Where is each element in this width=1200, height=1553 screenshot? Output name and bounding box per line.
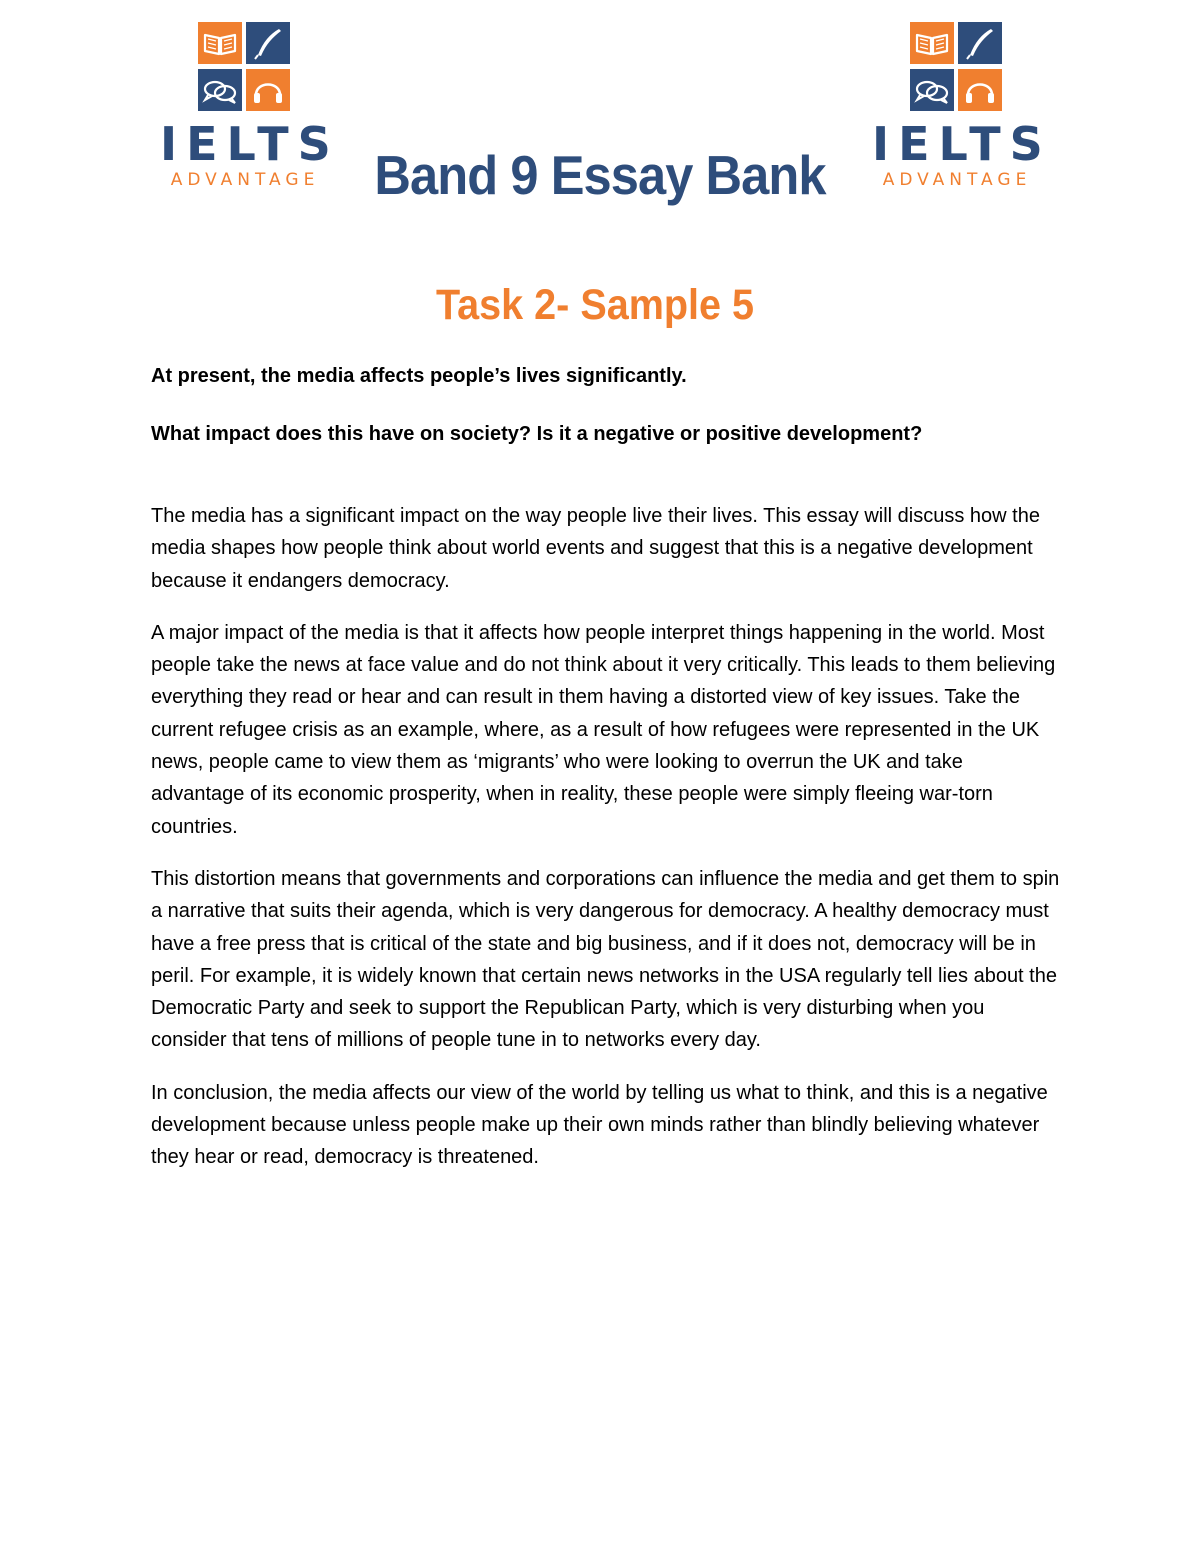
- essay-paragraph-intro: The media has a significant impact on the way people live their lives. This essay will discuss how the media shapes how people think about world events and suggest that this is a negative development because it endangers democracy.: [151, 505, 1040, 592]
- essay-paragraph-conclusion: In conclusion, the media affects our view of the world by telling us what to think, and this is a negative development because unless people make up their own minds rather than blindly believing whatever they hear or read, democracy is threatened.: [151, 1081, 1048, 1169]
- headphones-icon: [958, 69, 1002, 111]
- page-title: Band 9 Essay Bank: [374, 144, 826, 206]
- logo-subtitle: ADVANTAGE: [882, 170, 1032, 190]
- speech-bubbles-icon: [198, 69, 242, 111]
- ielts-advantage-logo-left: [160, 22, 340, 192]
- headphones-icon: [246, 69, 290, 111]
- speech-bubbles-icon: [910, 69, 954, 111]
- logo-icon-grid: [198, 22, 290, 114]
- task-title: Task 2- Sample 5: [435, 281, 755, 329]
- pen-icon: [246, 22, 290, 64]
- essay-content: [151, 362, 1061, 1194]
- prompt-question: What impact does this have on society? Is it a negative or positive development?: [151, 423, 923, 445]
- logo-wordmark: IELTS: [160, 117, 340, 171]
- pen-icon: [958, 22, 1002, 64]
- logo-subtitle: ADVANTAGE: [170, 170, 320, 190]
- essay-paragraph-body-2: This distortion means that governments and corporations can influence the media and get them to spin a narrative that suits their agenda, which is very dangerous for democracy. A healthy democracy must have a free press that is critical of the state and big business, and if it does not, democracy will be in peril. For example, it is widely known that certain news networks in the USA regularly tell lies about the Democratic Party and seek to support the Republican Party, which is very disturbing when you consider that tens of millions of people tune in to networks every day.: [151, 867, 1060, 1052]
- prompt-statement: At present, the media affects people’s lives significantly.: [151, 365, 687, 387]
- ielts-advantage-logo-right: [872, 22, 1052, 192]
- book-icon: [198, 22, 242, 64]
- logo-icon-grid: [910, 22, 1002, 114]
- book-icon: [910, 22, 954, 64]
- essay-paragraph-body-1: A major impact of the media is that it affects how people interpret things happening in the world. Most people take the news at face value and do not think about it very critically. This leads to them believing everything they read or hear and can result in them having a distorted view of key issues. Take the current refugee crisis as an example, where, as a result of how refugees were represented in the UK news, people came to view them as ‘migrants’ who were looking to overrun the UK and take advantage of its economic prosperity, when in reality, these people were simply fleeing war-torn countries.: [151, 621, 1056, 838]
- logo-wordmark: IELTS: [872, 117, 1052, 171]
